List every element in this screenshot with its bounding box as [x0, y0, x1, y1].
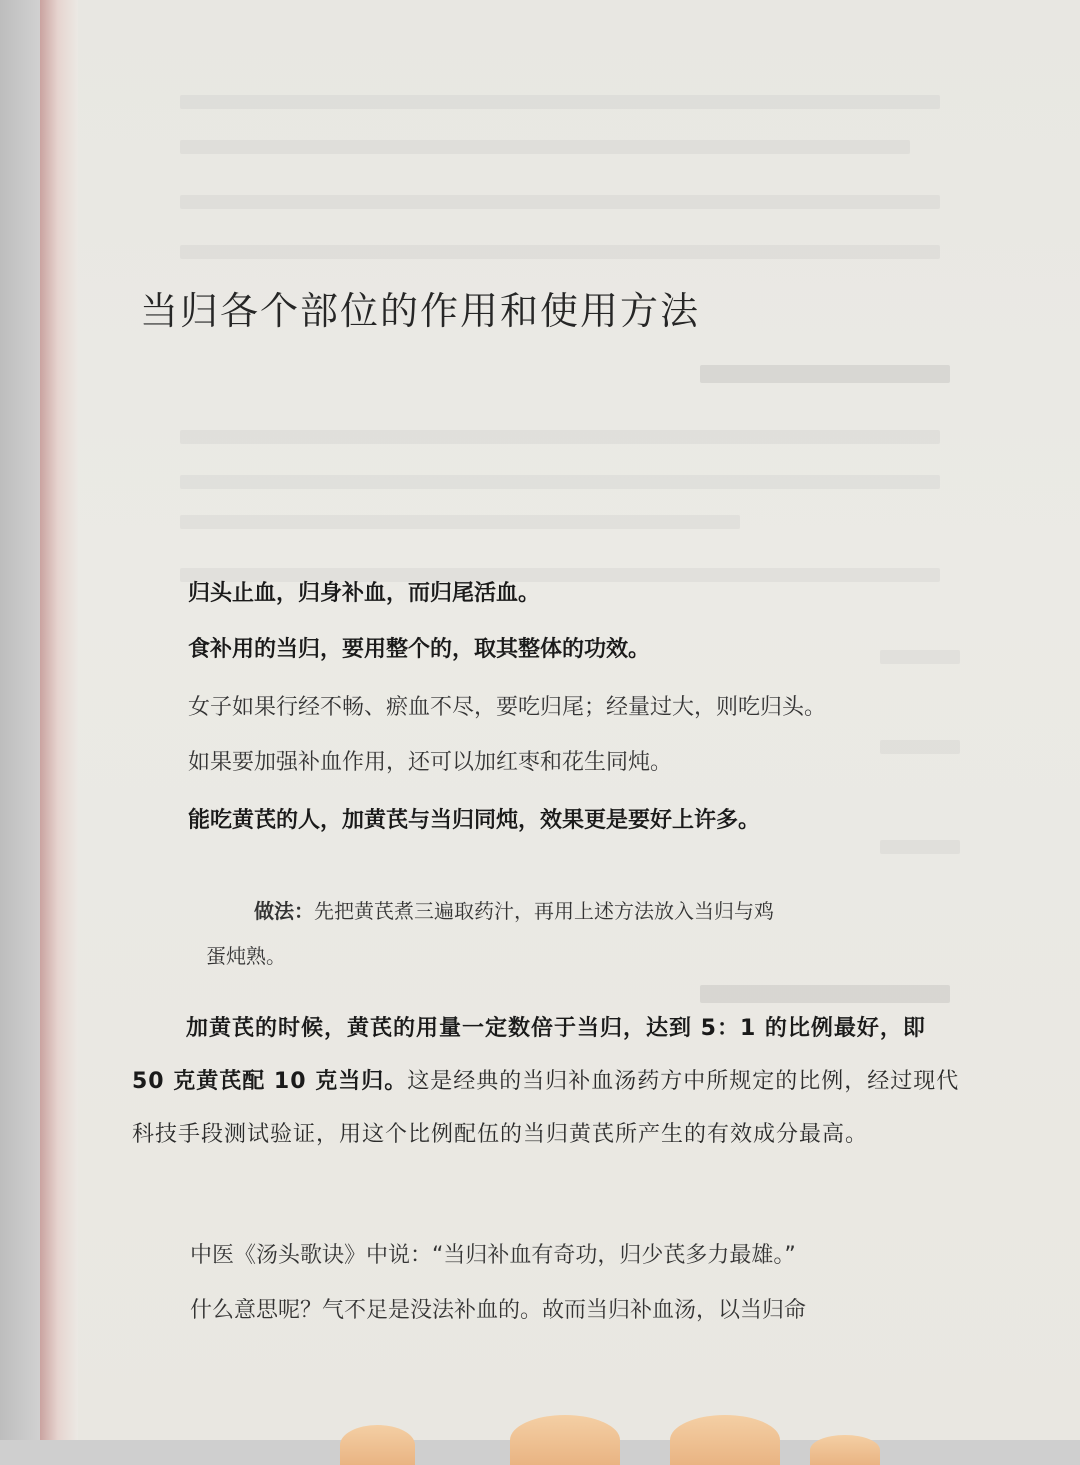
method-line-1 [254, 895, 774, 924]
method-label: 做法： [254, 899, 314, 923]
tip-2: 食补用的当归，要用整个的，取其整体的功效。 [188, 637, 651, 662]
body-paragraph [132, 1002, 962, 1161]
page-title: 当归各个部位的作用和使用方法 [140, 289, 701, 333]
tip-5: 能吃黄芪的人，加黄芪与当归同炖，效果更是要好上许多。 [188, 808, 761, 833]
method-text-1: 先把黄芪煮三遍取药汁，再用上述方法放入当归与鸡 [314, 899, 774, 923]
tip-3: 女子如果行经不畅、瘀血不尽，要吃归尾；经量过大，则吃归头。 [188, 695, 827, 720]
tip-4: 如果要加强补血作用，还可以加红枣和花生同炖。 [188, 750, 673, 775]
body-rest: 这是经典的当归补血汤药方中所规定的比例，经过现代科技手段测试验证，用这个比例配伍的当归黄芪所产生的有效成分最高。 [132, 1069, 960, 1147]
method-line-2: 蛋炖熟。 [206, 944, 286, 968]
tip-1: 归头止血，归身补血，而归尾活血。 [188, 581, 541, 606]
last-line: 什么意思呢？气不足是没法补血的。故而当归补血汤，以当归命 [190, 1298, 807, 1323]
quote-line: 中医《汤头歌诀》中说：“当归补血有奇功，归少芪多力最雄。” [190, 1243, 796, 1268]
book-page-edges [40, 0, 80, 1440]
body-bold: 加黄芪的时候，黄芪的用量一定数倍于当归，达到 5：1 的比例最好，即 50 克黄芪配 10 克当归。 [132, 1016, 926, 1094]
fingertips [340, 1405, 880, 1465]
